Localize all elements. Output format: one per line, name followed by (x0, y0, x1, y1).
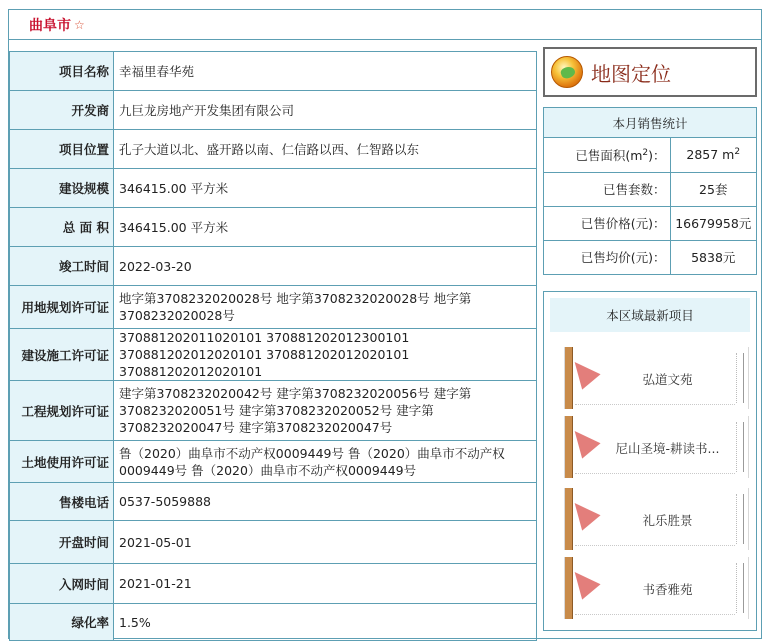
project-panel (8, 9, 762, 639)
monthly-sales-table (544, 138, 756, 274)
info-label: 入网时间 (10, 564, 114, 604)
info-row (10, 52, 537, 91)
sales-row (544, 138, 756, 172)
project-name-value: 幸福里春华苑 (114, 52, 537, 91)
location-value: 孔子大道以北、盛开路以南、仁信路以西、仁智路以东 (114, 130, 537, 169)
project-card[interactable] (564, 488, 749, 550)
map-location-label: 地图定位 (591, 61, 671, 86)
sold-price-label: 已售价格(元)： (544, 206, 670, 240)
sketch-decoration (736, 353, 744, 403)
info-label: 开发商 (10, 91, 114, 130)
dotted-line (575, 545, 735, 546)
info-row (10, 329, 537, 381)
info-label: 建设施工许可证 (10, 329, 114, 381)
panel-header (9, 10, 761, 40)
info-row (10, 130, 537, 169)
project-card-name[interactable]: 礼乐胜景 (642, 513, 693, 528)
opening-date-value: 2021-05-01 (114, 521, 537, 564)
sales-phone-value: 0537-5059888 (114, 483, 537, 521)
monthly-sales-title: 本月销售统计 (544, 108, 756, 138)
listing-date-value: 2021-01-21 (114, 564, 537, 604)
info-row (10, 381, 537, 441)
dotted-line (575, 473, 735, 474)
project-card[interactable] (564, 416, 749, 478)
map-location-button[interactable] (543, 47, 757, 97)
city-title: 曲阜市 (29, 17, 71, 34)
completion-date-value: 2022-03-20 (114, 247, 537, 286)
region-latest-projects (543, 291, 757, 631)
sold-area-value: 2857 $m^2$ (670, 138, 756, 172)
sold-count-value: 25套 (670, 172, 756, 206)
info-label: 用地规划许可证 (10, 286, 114, 329)
star-icon[interactable]: ☆ (74, 17, 85, 32)
avg-price-label: 已售均价(元)： (544, 240, 670, 274)
info-row (10, 208, 537, 247)
info-label: 总 面 积 (10, 208, 114, 247)
total-area-value: 346415.00 平方米 (114, 208, 537, 247)
construction-permit-value: 370881202011020101 370881202012300101 370881202012020101 370881202012020101 370881202012020101 (114, 329, 537, 381)
sales-row (544, 172, 756, 206)
info-row (10, 441, 537, 483)
dotted-line (575, 404, 735, 405)
info-row (10, 247, 537, 286)
scale-value: 346415.00 平方米 (114, 169, 537, 208)
project-card-name[interactable]: 书香雅苑 (642, 582, 693, 597)
sales-row (544, 206, 756, 240)
info-row (10, 521, 537, 564)
sold-price-value: 16679958元 (670, 206, 756, 240)
info-label: 建设规模 (10, 169, 114, 208)
info-label: 绿化率 (10, 604, 114, 641)
info-row (10, 564, 537, 604)
info-label: 项目名称 (10, 52, 114, 91)
developer-value: 九巨龙房地产开发集团有限公司 (114, 91, 537, 130)
sold-area-label: 已售面积$(m^2)$： (544, 138, 670, 172)
info-label: 工程规划许可证 (10, 381, 114, 441)
sketch-decoration (736, 494, 744, 544)
project-card[interactable] (564, 557, 749, 619)
avg-price-value: 5838元 (691, 250, 736, 266)
project-info-table (9, 51, 537, 641)
info-label: 售楼电话 (10, 483, 114, 521)
monthly-sales-panel (543, 107, 757, 275)
project-card-name[interactable]: 尼山圣境-耕读书... (615, 441, 720, 456)
project-card-name[interactable]: 弘道文苑 (642, 372, 693, 387)
info-label: 开盘时间 (10, 521, 114, 564)
greening-rate-value: 1.5% (114, 604, 537, 641)
info-row (10, 483, 537, 521)
project-card[interactable] (564, 347, 749, 409)
land-use-permit-value: 鲁（2020）曲阜市不动产权0009449号 鲁（2020）曲阜市不动产权0009449号 鲁（2020）曲阜市不动产权0009449号 (114, 441, 537, 483)
sketch-decoration (736, 563, 744, 613)
info-row (10, 286, 537, 329)
sold-count-label: 已售套数： (544, 172, 670, 206)
info-row (10, 604, 537, 641)
dotted-line (575, 614, 735, 615)
info-row (10, 91, 537, 130)
globe-icon (551, 56, 583, 88)
info-row (10, 169, 537, 208)
land-plan-permit-value: 地字第3708232020028号 地字第3708232020028号 地字第3708232020028号 (114, 286, 537, 329)
region-title: 本区域最新项目 (550, 298, 750, 332)
info-label: 土地使用许可证 (10, 441, 114, 483)
info-label: 竣工时间 (10, 247, 114, 286)
info-label: 项目位置 (10, 130, 114, 169)
sketch-decoration (736, 422, 744, 472)
engineering-plan-permit-value: 建字第3708232020042号 建字第3708232020056号 建字第3708232020051号 建字第3708232020052号 建字第3708232020047号 建字第3708232020047号 (114, 381, 537, 441)
sales-row (544, 240, 756, 274)
